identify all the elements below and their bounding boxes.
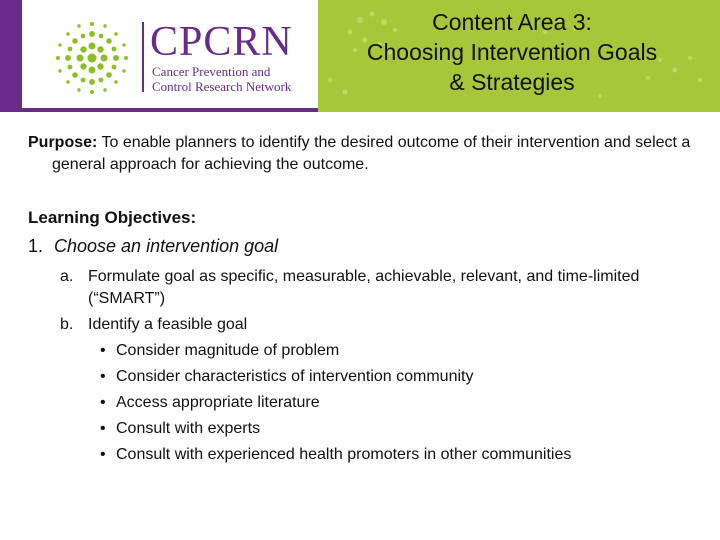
- bullet-text-1: Consider magnitude of problem: [116, 342, 340, 359]
- logo-name: CPCRN: [150, 19, 293, 65]
- bullet-item: [100, 340, 339, 362]
- purpose-paragraph: [28, 132, 708, 176]
- objective-1: [28, 236, 278, 257]
- logo-tagline-line1: Cancer Prevention and: [152, 64, 271, 79]
- header-banner: [0, 0, 720, 112]
- title-line-2: Choosing Intervention Goals: [366, 39, 658, 65]
- bullet-item: [100, 366, 473, 388]
- bullet-glyph: •: [100, 368, 106, 385]
- bullet-glyph: •: [100, 420, 106, 437]
- sub-item-a-letter: a.: [60, 268, 74, 285]
- objective-1-number: 1.: [28, 236, 44, 256]
- bullet-item: [100, 392, 320, 414]
- sunburst-logo-icon: [54, 20, 130, 96]
- objective-1-text: Choose an intervention goal: [54, 236, 279, 256]
- logo-tagline-line2: Control Research Network: [152, 79, 292, 94]
- sub-item-b: [60, 314, 680, 336]
- bullet-glyph: •: [100, 446, 106, 463]
- slide-title: [312, 7, 712, 97]
- header-purple-accent: [0, 0, 22, 112]
- bullet-text-5: Consult with experienced health promoters in other communities: [116, 446, 572, 463]
- bullet-text-4: Consult with experts: [116, 420, 261, 437]
- sub-item-b-letter: b.: [60, 316, 74, 333]
- bullet-glyph: •: [100, 342, 106, 359]
- logo-divider: [142, 22, 144, 92]
- sub-item-b-text: Identify a feasible goal: [88, 316, 248, 333]
- bullet-text-2: Consider characteristics of intervention community: [116, 368, 474, 385]
- bullet-text-3: Access appropriate literature: [116, 394, 320, 411]
- purpose-label: Purpose:: [28, 134, 98, 151]
- bullet-item: [100, 418, 260, 440]
- purpose-section: [28, 132, 708, 176]
- bullet-item: [100, 444, 571, 466]
- title-line-3: & Strategies: [449, 69, 575, 95]
- bullet-glyph: •: [100, 394, 106, 411]
- logo-tagline: [152, 64, 322, 94]
- purpose-text: To enable planners to identify the desired outcome of their intervention and select a general approach for achieving the outcome.: [52, 134, 691, 173]
- learning-objectives-heading: Learning Objectives:: [28, 208, 197, 227]
- cpcrn-logo: [22, 0, 318, 112]
- title-line-1: Content Area 3:: [432, 9, 592, 35]
- sub-item-a: [60, 266, 680, 310]
- sub-item-a-text: Formulate goal as specific, measurable, achievable, relevant, and time-limited (“SMART”): [88, 268, 640, 307]
